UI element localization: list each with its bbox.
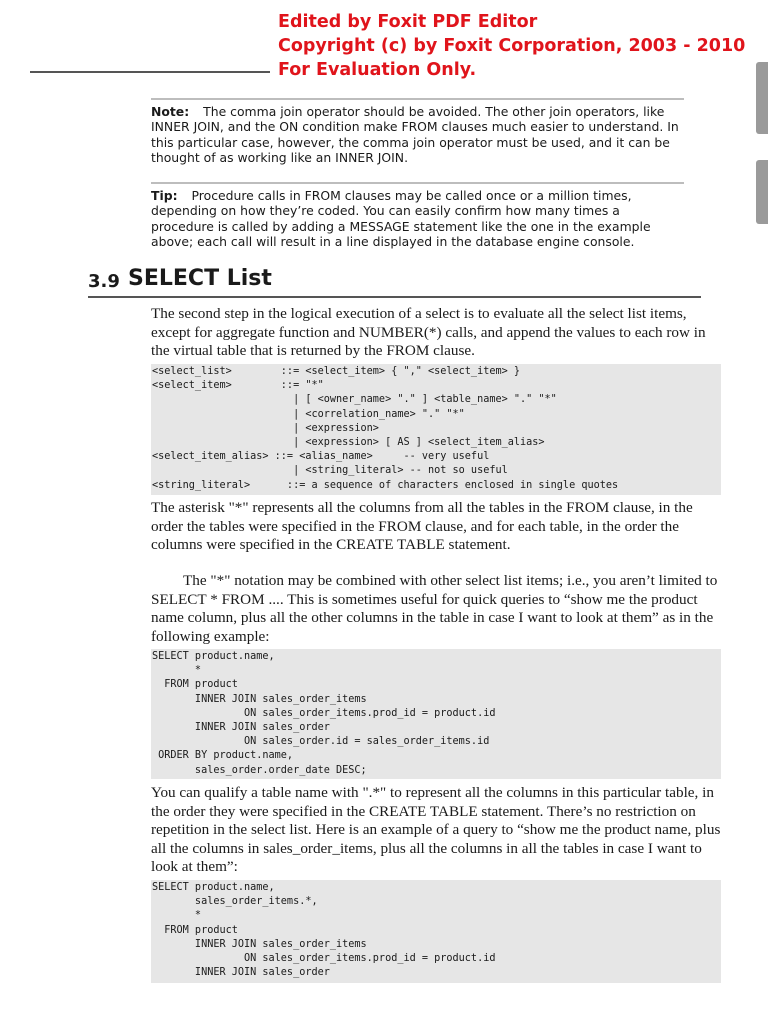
code-line: ON sales_order_items.prod_id = product.id — [152, 707, 496, 719]
grammar-code-block — [151, 364, 721, 495]
code-line: SELECT product.name, — [152, 651, 275, 662]
code-line: <select_item> ::= "*" — [152, 380, 324, 392]
code-line: INNER JOIN sales_order — [152, 722, 330, 734]
code-line: INNER JOIN sales_order_items — [152, 693, 367, 705]
code-line: SELECT product.name, — [152, 882, 275, 893]
tip-label: Tip: — [151, 188, 178, 203]
code-line: FROM product — [152, 679, 238, 691]
code-line: sales_order.order_date DESC; — [152, 764, 367, 776]
code-line: ORDER BY product.name, — [152, 750, 294, 762]
code-line: ON sales_order_items.prod_id = product.id — [152, 953, 496, 965]
example-code-block-2 — [151, 880, 721, 983]
header-rule — [30, 71, 270, 73]
paragraph-combined — [151, 572, 723, 646]
note-label: Note: — [151, 104, 190, 119]
section-title: SELECT List — [128, 266, 272, 291]
tip-box — [151, 182, 684, 250]
code-line: <select_list> ::= <select_item> { "," <select_item> } — [152, 366, 521, 377]
tip-text: Procedure calls in FROM clauses may be called once or a million times, depending on how they’re coded. You can easily confirm how many times a procedure is called by adding a MESSAGE statement like the one in the example above; each call will result in a line displayed in the database engine console. — [151, 188, 651, 250]
section-heading — [88, 262, 701, 298]
code-line: | <expression> — [152, 422, 379, 434]
note-text: The comma join operator should be avoided. The other join operators, like INNER JOIN, and the ON condition make FROM clauses much easier to understand. In this particular case, however, the comma join operator must be used, and it can be thought of as working like an INNER JOIN. — [151, 104, 679, 166]
code-line: ON sales_order.id = sales_order_items.id — [152, 736, 490, 748]
page-edge-tab-lower — [756, 160, 768, 224]
code-line: INNER JOIN sales_order — [152, 967, 330, 979]
code-line: * — [152, 910, 202, 922]
code-line: | <string_literal> -- not so useful — [152, 465, 508, 477]
code-line: sales_order_items.*, — [152, 896, 318, 908]
section-number: 3.9 — [88, 271, 120, 292]
paragraph-asterisk: The asterisk "*" represents all the columns from all the tables in the FROM clause, in the order the tables were specified in the FROM clause, and for each table, in the order the columns were specified in the CREATE TABLE statement. — [151, 499, 693, 554]
evaluation-watermark — [278, 10, 745, 82]
paragraph-qualify: You can qualify a table name with ".*" to represent all the columns in this particular table, in the order they were specified in the CREATE TABLE statement. There’s no restriction on repetition in the select list. Here is an example of a query to “show me the product name, plus all the columns in sales_order_items, plus all the columns in all the tables in case I want to look at them”: — [151, 784, 721, 876]
code-line: | [ <owner_name> "." ] <table_name> "." "*" — [152, 394, 557, 406]
code-line: * — [152, 665, 202, 677]
code-line: INNER JOIN sales_order_items — [152, 938, 367, 950]
watermark-line-1: Edited by Foxit PDF Editor — [278, 12, 538, 32]
paragraph-intro: The second step in the logical execution of a select is to evaluate all the select list items, except for aggregate function and NUMBER(*) calls, and append the values to each row in the virtual table that is returned by the FROM clause. — [151, 305, 706, 360]
code-line: FROM product — [152, 924, 238, 936]
code-line: <string_literal> ::= a sequence of characters enclosed in single quotes — [152, 479, 619, 491]
example-code-block-1 — [151, 649, 721, 779]
page-edge-tab — [756, 62, 768, 134]
code-line: <select_item_alias> ::= <alias_name> -- very useful — [152, 451, 490, 463]
watermark-line-3: For Evaluation Only. — [278, 60, 477, 80]
code-line: | <correlation_name> "." "*" — [152, 408, 465, 420]
paragraph-combined-text: The "*" notation may be combined with other select list items; i.e., you aren’t limited to SELECT * FROM .... This is sometimes useful for quick queries to “show me the product name column, plus all the other columns in the table in case I want to look at them” as in the following example: — [151, 572, 718, 645]
note-box — [151, 98, 684, 166]
watermark-line-2: Copyright (c) by Foxit Corporation, 2003 - 2010 — [278, 36, 746, 56]
code-line: | <expression> [ AS ] <select_item_alias> — [152, 437, 545, 449]
